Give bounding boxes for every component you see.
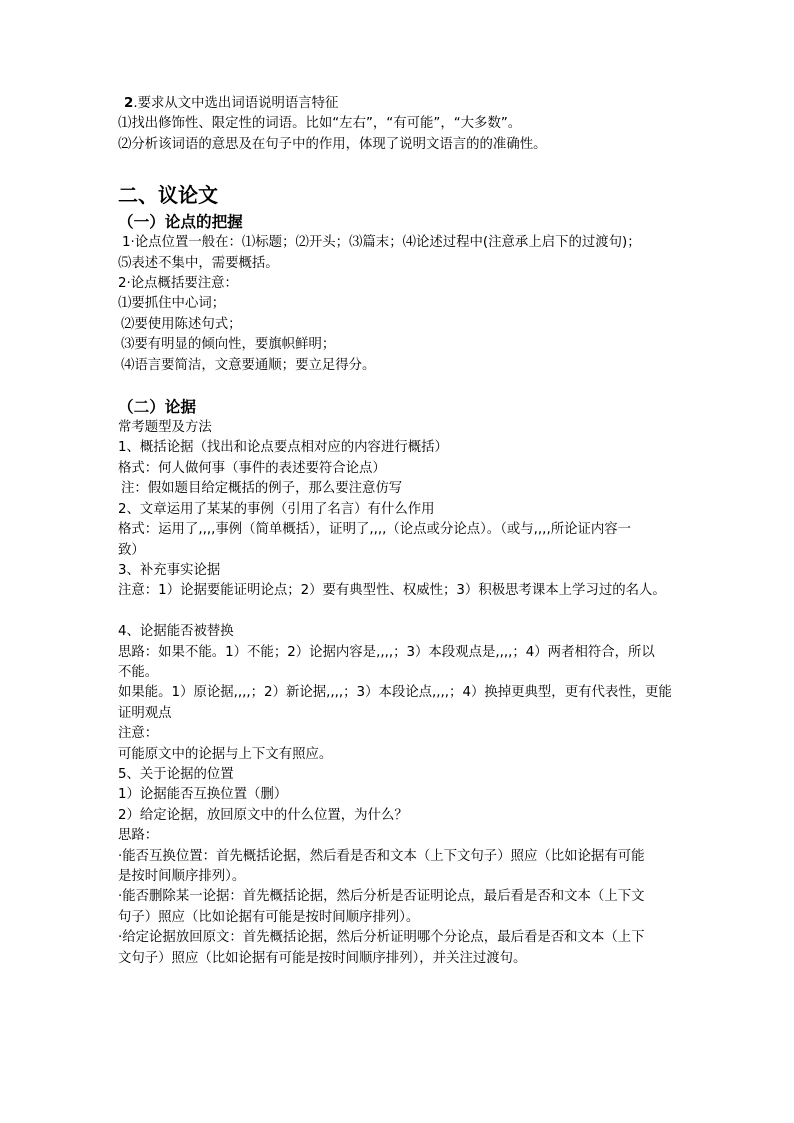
part2-line-18: 1）论据能否互换位置（删） xyxy=(118,787,288,803)
part1-line-5: ⑵要使用陈述句式； xyxy=(121,316,242,332)
part2-line-16: 可能原文中的论据与上下文有照应。 xyxy=(118,746,333,762)
part2-line-8: 3、补充事实论据 xyxy=(118,562,221,578)
intro-line-1 xyxy=(120,94,680,114)
part2-line-24: 句子）照应（比如论据有可能是按时间顺序排列）。 xyxy=(118,909,420,925)
intro-line-3: ⑵分析该词语的意思及在句子中的作用，体现了说明文语言的的准确性。 xyxy=(118,136,547,152)
main-heading: 二、议论文 xyxy=(118,183,218,208)
part2-line-9: 注意：1）论据要能证明论点；2）要有典型性、权威性；3）积极思考课本上学习过的名人。 xyxy=(118,583,666,599)
intro-line-1-text: .要求从文中选出词语说明语言特征 xyxy=(133,96,339,111)
part2-line-12: 不能。 xyxy=(118,664,159,680)
part2-line-23: ·能否删除某一论据：首先概括论据，然后分析是否证明论点，最后看是否和文本（上下文 xyxy=(118,889,645,905)
part1-line-4: ⑴要抓住中心词； xyxy=(118,296,226,312)
document-page xyxy=(118,94,680,969)
part2-line-11: 思路：如果不能。1）不能；2）论据内容是,,,,；3）本段观点是,,,,；4）两者相符合，所以 xyxy=(118,644,655,660)
part2-line-4: 注：假如题目给定概括的例子，那么要注意仿写 xyxy=(121,481,403,497)
blank-line xyxy=(118,602,680,622)
part2-line-21: ·能否互换位置：首先概括论据，然后看是否和文本（上下文句子）照应（比如论据有可能 xyxy=(118,848,645,864)
part1-heading: （一）论点的把握 xyxy=(118,213,243,232)
part2-heading: （二）论据 xyxy=(118,398,196,417)
part2-line-26: 文句子）照应（比如论据有可能是按时间顺序排列），并关注过渡句。 xyxy=(118,950,527,966)
part2-line-1: 常考题型及方法 xyxy=(118,420,212,436)
part2-line-7: 致） xyxy=(118,542,145,558)
intro-number: 2 xyxy=(124,96,134,111)
intro-line-2: ⑴找出修饰性、限定性的词语。比如“左右”，“有可能”，“大多数”。 xyxy=(118,116,522,132)
part2-line-3: 格式：何人做何事（事件的表述要符合论点） xyxy=(118,460,386,476)
part1-line-3: 2·论点概括要注意： xyxy=(118,276,238,292)
part2-line-19: 2）给定论据，放回原文中的什么位置，为什么？ xyxy=(118,807,408,823)
part2-line-15: 注意： xyxy=(118,726,159,742)
part2-line-14: 证明观点 xyxy=(118,705,172,721)
part2-line-25: ·给定论据放回原文：首先概括论据，然后分析证明哪个分论点，最后看是否和文本（上下 xyxy=(118,930,645,946)
part2-line-5: 2、文章运用了某某的事例（引用了名言）有什么作用 xyxy=(118,501,435,517)
part1-line-7: ⑷语言要简洁，文意要通顺；要立足得分。 xyxy=(121,357,376,373)
part2-line-10: 4、论据能否被替换 xyxy=(118,624,234,640)
part2-line-6: 格式：运用了,,,,事例（简单概括），证明了,,,,（论点或分论点）。（或与,,,,所论证内容一 xyxy=(118,522,632,538)
part2-line-17: 5、关于论据的位置 xyxy=(118,766,234,782)
part2-line-22: 是按时间顺序排列）。 xyxy=(118,868,246,884)
part1-line-2: ⑸表述不集中，需要概括。 xyxy=(118,255,279,271)
part1-line-1: 1·论点位置一般在：⑴标题；⑵开头；⑶篇末；⑷论述过程中(注意承上启下的过渡句)； xyxy=(122,235,641,251)
part2-line-2: 1、概括论据（找出和论点要点相对应的内容进行概括） xyxy=(118,440,448,456)
part1-line-6: ⑶要有明显的倾向性，要旗帜鲜明； xyxy=(121,337,336,353)
part2-line-20: 思路： xyxy=(118,828,159,844)
part2-line-13: 如果能。1）原论据,,,,；2）新论据,,,,；3）本段论点,,,,；4）换掉更典型，更有代表性，更能 xyxy=(118,685,672,701)
